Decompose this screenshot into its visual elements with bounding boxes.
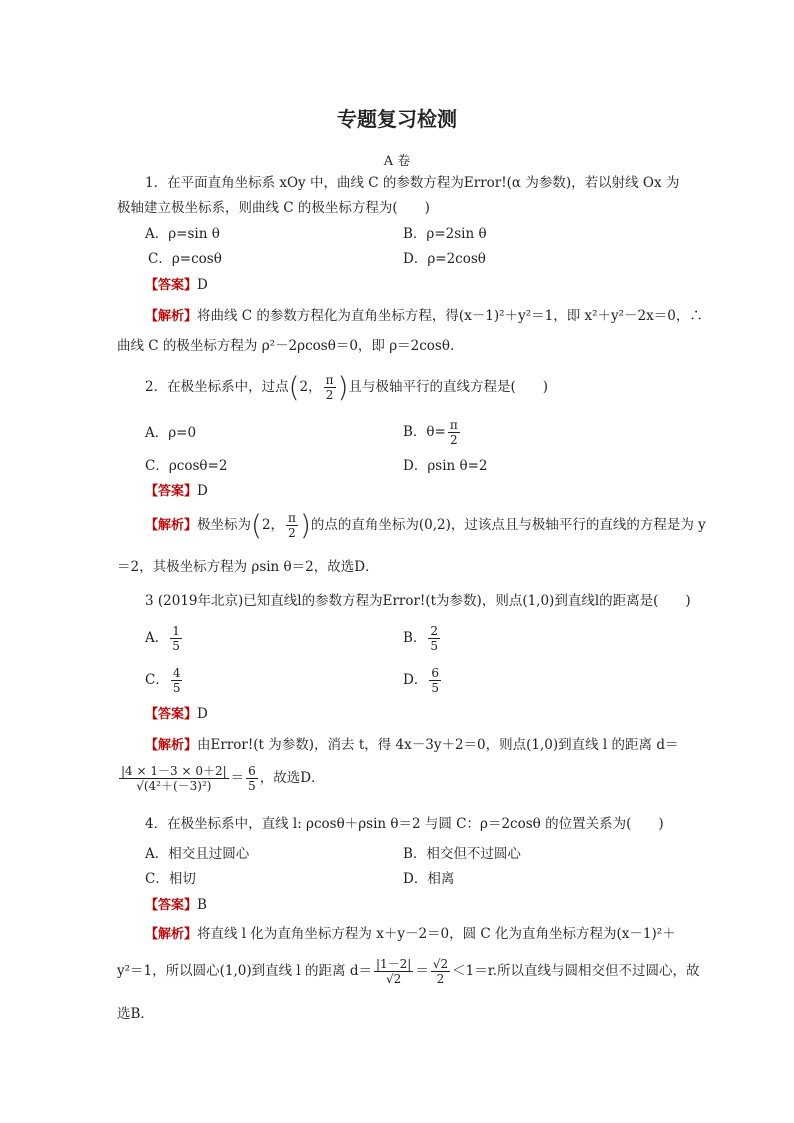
q3-option-c xyxy=(145,664,184,696)
q3-option-d xyxy=(403,664,443,696)
q3-option-b-frac xyxy=(428,624,440,653)
answer-tag: 【答案】 xyxy=(145,707,198,722)
q1-option-c: C．ρ=cosθ xyxy=(148,251,222,267)
q2-option-b-frac xyxy=(448,418,460,447)
answer-tag: 【答案】 xyxy=(145,898,198,913)
left-paren: ( xyxy=(251,508,262,542)
frac-num: 6 xyxy=(248,764,256,778)
option-label: A． xyxy=(145,630,169,646)
q3-option-a-frac xyxy=(170,624,182,653)
q1-answer-value: D xyxy=(197,277,208,293)
page-title: 专题复习检测 xyxy=(337,107,457,131)
q4-solution-line3: 选B． xyxy=(117,1006,154,1022)
q2-option-a: A．ρ=0 xyxy=(145,425,197,441)
q3-result-frac xyxy=(246,764,258,793)
option-label: D． xyxy=(403,672,428,688)
q3-option-c-frac xyxy=(171,666,183,695)
analysis-tag: 【解析】 xyxy=(145,518,198,533)
q3-stem: 3 (2019年北京)已知直线l的参数方程为Error!(t为参数)，则点(1,0)到直线l的距离是( ) xyxy=(145,593,691,609)
q4-distance-frac xyxy=(374,957,413,986)
q1-stem-line2: 极轴建立极坐标系，则曲线 C 的极坐标方程为( ) xyxy=(117,200,430,216)
q3-option-d-frac xyxy=(429,666,441,695)
q3-solution-line1 xyxy=(145,736,678,755)
frac-den: 2 xyxy=(450,433,458,447)
q4-option-c: C．相切 xyxy=(145,871,196,887)
q4-answer xyxy=(145,896,207,915)
frac-num: |4 × 1－3 × 0＋2| xyxy=(121,764,227,778)
q2-stem-post: 且与极轴平行的直线方程是( ) xyxy=(348,379,548,395)
q1-solution-line2: 曲线 C 的极坐标方程为 ρ²－2ρcosθ＝0，即 ρ＝2cosθ. xyxy=(117,338,455,354)
q2-solution-pre: 极坐标为 xyxy=(197,517,252,533)
q2-option-b xyxy=(403,416,462,448)
left-paren: ( xyxy=(288,370,300,404)
q1-option-b: B．ρ=2sin θ xyxy=(403,226,487,242)
answer-tag: 【答案】 xyxy=(145,278,198,293)
q2-stem-pre: 2．在极坐标系中，过点 xyxy=(145,379,289,395)
q3-answer xyxy=(145,705,208,724)
q3-option-b xyxy=(403,622,442,654)
frac-num: π xyxy=(288,511,296,525)
section-label: A 卷 xyxy=(383,154,411,169)
q2-point-r: 2， xyxy=(299,379,322,395)
q4-solution-line2 xyxy=(117,952,699,990)
q4-answer-value: B xyxy=(197,897,207,913)
q4-option-b: B．相交但不过圆心 xyxy=(403,846,521,862)
frac-den: 5 xyxy=(430,639,439,653)
q2-answer-value: D xyxy=(197,483,208,499)
q3-solution-line2 xyxy=(117,760,325,796)
option-label: B． xyxy=(403,630,427,646)
answer-tag: 【答案】 xyxy=(145,484,198,499)
q4-solution-post: ＜1＝r.所以直线与圆相交但不过圆心，故 xyxy=(452,963,700,979)
q4-option-a: A．相交且过圆心 xyxy=(145,846,250,862)
frac-den: 2 xyxy=(436,972,445,986)
q3-distance-frac xyxy=(119,764,229,793)
frac-num: 1 xyxy=(172,624,180,638)
frac-den: 2 xyxy=(288,526,296,540)
q2-option-d: D．ρsin θ=2 xyxy=(403,458,488,474)
frac-num: π xyxy=(449,418,458,432)
frac-den: 5 xyxy=(172,639,180,653)
right-paren: ) xyxy=(337,370,349,404)
q2-option-b-pre: B．θ= xyxy=(403,424,446,440)
q4-option-d: D．相离 xyxy=(403,871,455,887)
q4-solution-pre: y²＝1，所以圆心(1,0)到直线 l 的距离 d＝ xyxy=(117,963,372,979)
frac-den: 5 xyxy=(248,779,256,793)
q3-solution-text1: 由Error!(t 为参数)，消去 t，得 4x－3y＋2＝0，则点(1,0)到直线 l 的距离 d＝ xyxy=(197,737,679,753)
frac-den: √(4²＋(－3)²) xyxy=(136,779,212,793)
q2-solution-line1 xyxy=(145,508,706,543)
frac-num: |1－2| xyxy=(375,957,412,971)
right-paren: ) xyxy=(299,508,311,542)
frac-num: 4 xyxy=(172,666,181,680)
equals: ＝ xyxy=(415,963,429,979)
q1-stem-line1: 1．在平面直角坐标系 xOy 中，曲线 C 的参数方程为Error!(α 为参数)，若以射线 Ox 为 xyxy=(145,175,680,191)
frac-num: √2 xyxy=(432,957,449,971)
q2-point-theta xyxy=(286,511,298,540)
q3-solution-end: ，故选D． xyxy=(259,770,325,786)
q1-solution-text1: 将曲线 C 的参数方程化为直角坐标方程，得(x－1)²＋y²＝1，即 x²＋y²－2x＝0，∴ xyxy=(197,308,703,324)
frac-den: 5 xyxy=(431,681,439,695)
q2-stem xyxy=(145,370,548,405)
q3-answer-value: D xyxy=(197,706,208,722)
q4-stem: 4．在极坐标系中，直线 l: ρcosθ＋ρsin θ＝2 与圆 C：ρ＝2cosθ 的位置关系为( ) xyxy=(145,816,664,832)
q1-solution-line1 xyxy=(145,307,703,326)
q2-point-theta xyxy=(324,373,336,402)
analysis-tag: 【解析】 xyxy=(145,309,198,324)
frac-den: 2 xyxy=(325,388,334,402)
q3-option-a xyxy=(145,622,184,654)
q1-option-a: A．ρ=sin θ xyxy=(145,226,220,242)
q2-solution-line2: ＝2，其极坐标方程为 ρsin θ＝2，故选D． xyxy=(117,559,379,575)
option-label: C． xyxy=(145,672,169,688)
q4-solution-text1: 将直线 l 化为直角坐标方程为 x＋y－2＝0，圆 C 化为直角坐标方程为(x－1)²＋ xyxy=(197,926,676,942)
q4-solution-line1 xyxy=(145,925,676,944)
q2-answer xyxy=(145,482,208,501)
q1-answer xyxy=(145,276,208,295)
q2-solution-post: 的点的直角坐标为(0,2)，过该点且与极轴平行的直线的方程是为 y xyxy=(310,517,706,533)
q4-result-frac xyxy=(431,957,450,986)
frac-den: 5 xyxy=(172,681,181,695)
equals: ＝ xyxy=(230,770,245,786)
q2-option-c: C．ρcosθ=2 xyxy=(145,458,228,474)
frac-num: 2 xyxy=(430,624,439,638)
analysis-tag: 【解析】 xyxy=(145,927,198,942)
analysis-tag: 【解析】 xyxy=(145,738,198,753)
frac-num: 6 xyxy=(431,666,439,680)
frac-num: π xyxy=(325,373,334,387)
q1-option-d: D．ρ=2cosθ xyxy=(403,251,486,267)
frac-den: √2 xyxy=(386,972,402,986)
q2-point-r: 2， xyxy=(261,517,285,533)
